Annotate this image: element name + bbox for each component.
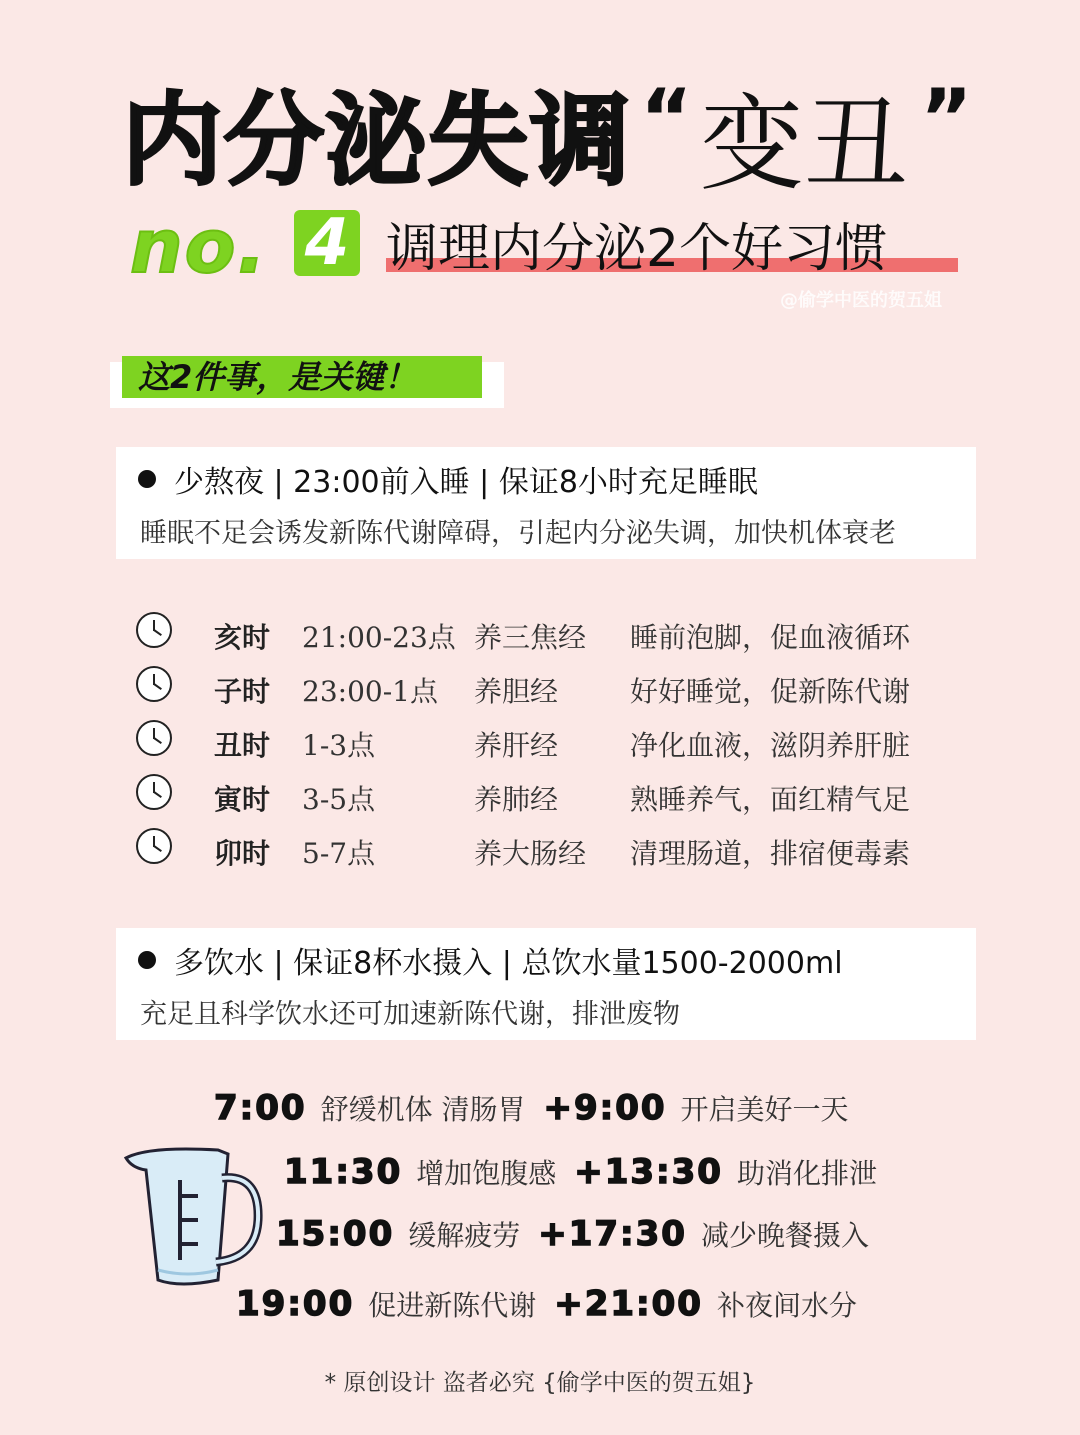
effect: 好好睡觉，促新陈代谢 xyxy=(630,675,911,708)
schedule-row xyxy=(134,662,954,716)
water-benefit: 助消化排泄 xyxy=(736,1157,877,1190)
shichen-name: 亥时 xyxy=(214,621,271,654)
water-benefit: 减少晚餐摄入 xyxy=(700,1219,869,1252)
copyright-footer: * 原创设计 盗者必究 {偷学中医的贺五姐} xyxy=(324,1370,756,1396)
water-time: +21:00 xyxy=(554,1284,703,1324)
water-row xyxy=(236,1284,875,1324)
meridian: 养胆经 xyxy=(474,675,559,708)
title-open-quote: “ xyxy=(640,72,693,165)
water-time: +17:30 xyxy=(538,1214,687,1254)
shichen-name: 丑时 xyxy=(214,729,271,762)
meridian: 养大肠经 xyxy=(474,837,587,870)
water-heading-text: 多饮水 | 保证8杯水摄入 | 总饮水量1500-2000ml xyxy=(174,946,843,981)
water-time: 15:00 xyxy=(276,1214,395,1254)
effect: 净化血液，滋阴养肝脏 xyxy=(630,729,911,762)
water-benefit: 增加饱腹感 xyxy=(416,1157,557,1190)
number-prefix: no. xyxy=(130,204,268,290)
schedule-row xyxy=(134,824,954,878)
clock-icon xyxy=(136,612,172,648)
schedule-row xyxy=(134,770,954,824)
bullet-icon xyxy=(138,951,156,969)
water-benefit: 缓解疲劳 xyxy=(408,1219,521,1252)
water-panel xyxy=(116,928,976,1040)
title-emphasis: 变丑 xyxy=(700,83,909,205)
clock-icon xyxy=(136,720,172,756)
sleep-description: 睡眠不足会诱发新陈代谢障碍，引起内分泌失调，加快机体衰老 xyxy=(140,518,896,549)
water-row xyxy=(276,1214,887,1254)
water-heading xyxy=(138,938,843,982)
time-range: 5-7点 xyxy=(302,837,376,870)
watermark: @偷学中医的贺五姐 xyxy=(780,290,942,311)
water-benefit: 开启美好一天 xyxy=(680,1093,849,1126)
clock-icon xyxy=(136,774,172,810)
water-time: 19:00 xyxy=(236,1284,355,1324)
page-title: 内分泌失调 xyxy=(122,82,632,199)
meridian: 养肺经 xyxy=(474,783,559,816)
shichen-name: 子时 xyxy=(214,675,271,708)
key-banner: 这2件事，是关键！ xyxy=(122,356,482,398)
time-range: 21:00-23点 xyxy=(302,621,456,654)
time-range: 23:00-1点 xyxy=(302,675,438,708)
water-row xyxy=(284,1152,895,1192)
sleep-heading-text: 少熬夜 | 23:00前入睡 | 保证8小时充足睡眠 xyxy=(174,465,758,500)
meridian: 养三焦经 xyxy=(474,621,587,654)
water-benefit: 促进新陈代谢 xyxy=(368,1289,537,1322)
water-row xyxy=(214,1088,867,1128)
water-time: +13:30 xyxy=(574,1152,723,1192)
water-time: +9:00 xyxy=(543,1088,667,1128)
effect: 清理肠道，排宿便毒素 xyxy=(630,837,911,870)
title-close-quote: ” xyxy=(920,72,973,165)
meridian: 养肝经 xyxy=(474,729,559,762)
clock-icon xyxy=(136,666,172,702)
measuring-cup-icon xyxy=(118,1140,268,1290)
shichen-name: 寅时 xyxy=(214,783,271,816)
time-range: 1-3点 xyxy=(302,729,376,762)
water-description: 充足且科学饮水还可加速新陈代谢，排泄废物 xyxy=(140,999,680,1030)
number-badge: 4 xyxy=(294,210,360,276)
sleep-panel xyxy=(116,447,976,559)
schedule-row xyxy=(134,608,954,662)
sleep-schedule xyxy=(134,608,954,878)
bullet-icon xyxy=(138,470,156,488)
subtitle: 调理内分泌2个好习惯 xyxy=(386,219,888,279)
shichen-name: 卯时 xyxy=(214,837,271,870)
water-benefit: 舒缓机体 清肠胃 xyxy=(320,1093,526,1126)
water-time: 11:30 xyxy=(284,1152,403,1192)
sleep-heading xyxy=(138,457,758,501)
effect: 熟睡养气，面红精气足 xyxy=(630,783,911,816)
water-time: 7:00 xyxy=(214,1088,307,1128)
time-range: 3-5点 xyxy=(302,783,376,816)
clock-icon xyxy=(136,828,172,864)
water-benefit: 补夜间水分 xyxy=(716,1289,857,1322)
schedule-row xyxy=(134,716,954,770)
effect: 睡前泡脚，促血液循环 xyxy=(630,621,911,654)
